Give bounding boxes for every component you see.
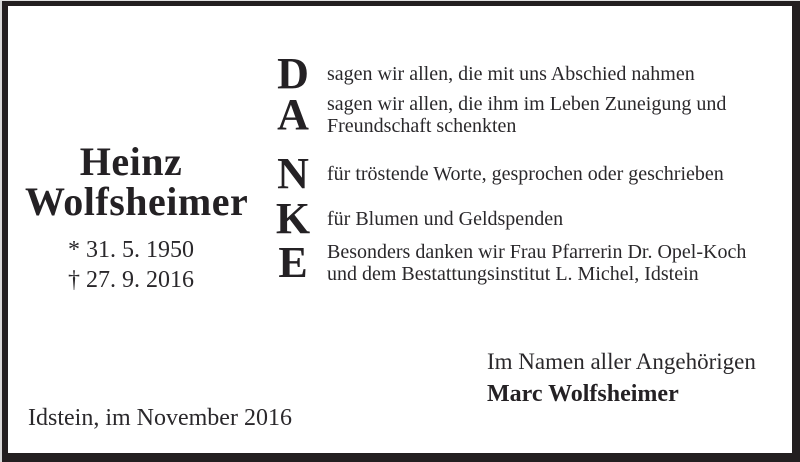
acrostic-text-e-line2: und dem Bestattungsinstitut L. Michel, Idstein <box>327 263 699 285</box>
acrostic-text-d <box>327 63 695 85</box>
acrostic-letter-n: N <box>277 149 309 198</box>
acrostic-text-a-line1: sagen wir allen, die ihm im Leben Zuneigung und <box>327 93 727 115</box>
acrostic-row-k <box>272 194 564 243</box>
acrostic-letter-d: D <box>277 49 309 98</box>
acrostic-row-e <box>272 238 747 287</box>
outer-edge-top <box>0 0 800 1</box>
acrostic-letter-e: E <box>278 238 308 287</box>
deceased-name-line2: Wolfsheimer <box>25 179 249 224</box>
place-date: Idstein, im November 2016 <box>28 405 292 431</box>
acrostic-text-a <box>327 93 726 137</box>
acrostic-text-d-line1: sagen wir allen, die mit uns Abschied nahmen <box>327 63 695 85</box>
acrostic-text-a-line2: Freundschaft schenkten <box>327 115 517 137</box>
closing-block <box>487 350 756 407</box>
acrostic-letter-a: A <box>277 90 309 139</box>
acrostic-row-d <box>272 49 695 98</box>
acrostic-text-k <box>327 208 563 230</box>
acrostic-text-e-line1: Besonders danken wir Frau Pfarrerin Dr. Opel-Koch <box>327 241 747 263</box>
deceased-block <box>25 139 249 295</box>
acrostic-letter-k: K <box>275 194 311 243</box>
acrostic-row-a <box>272 90 727 139</box>
acrostic-text-e <box>327 241 746 285</box>
death-date: † 27. 9. 2016 <box>68 267 194 293</box>
deceased-name-line1: Heinz <box>79 139 183 184</box>
signature: Marc Wolfsheimer <box>487 381 679 407</box>
life-dates <box>25 235 237 295</box>
acrostic-text-n-line1: für tröstende Worte, gesprochen oder geschrieben <box>327 163 724 185</box>
closing-line: Im Namen aller Angehörigen <box>487 349 756 374</box>
outer-edge-left <box>0 0 2 462</box>
acrostic-text-k-line1: für Blumen und Geldspenden <box>327 208 564 230</box>
acrostic-row-n <box>272 149 724 198</box>
birth-date: * 31. 5. 1950 <box>68 237 194 263</box>
acrostic-text-n <box>327 163 724 185</box>
